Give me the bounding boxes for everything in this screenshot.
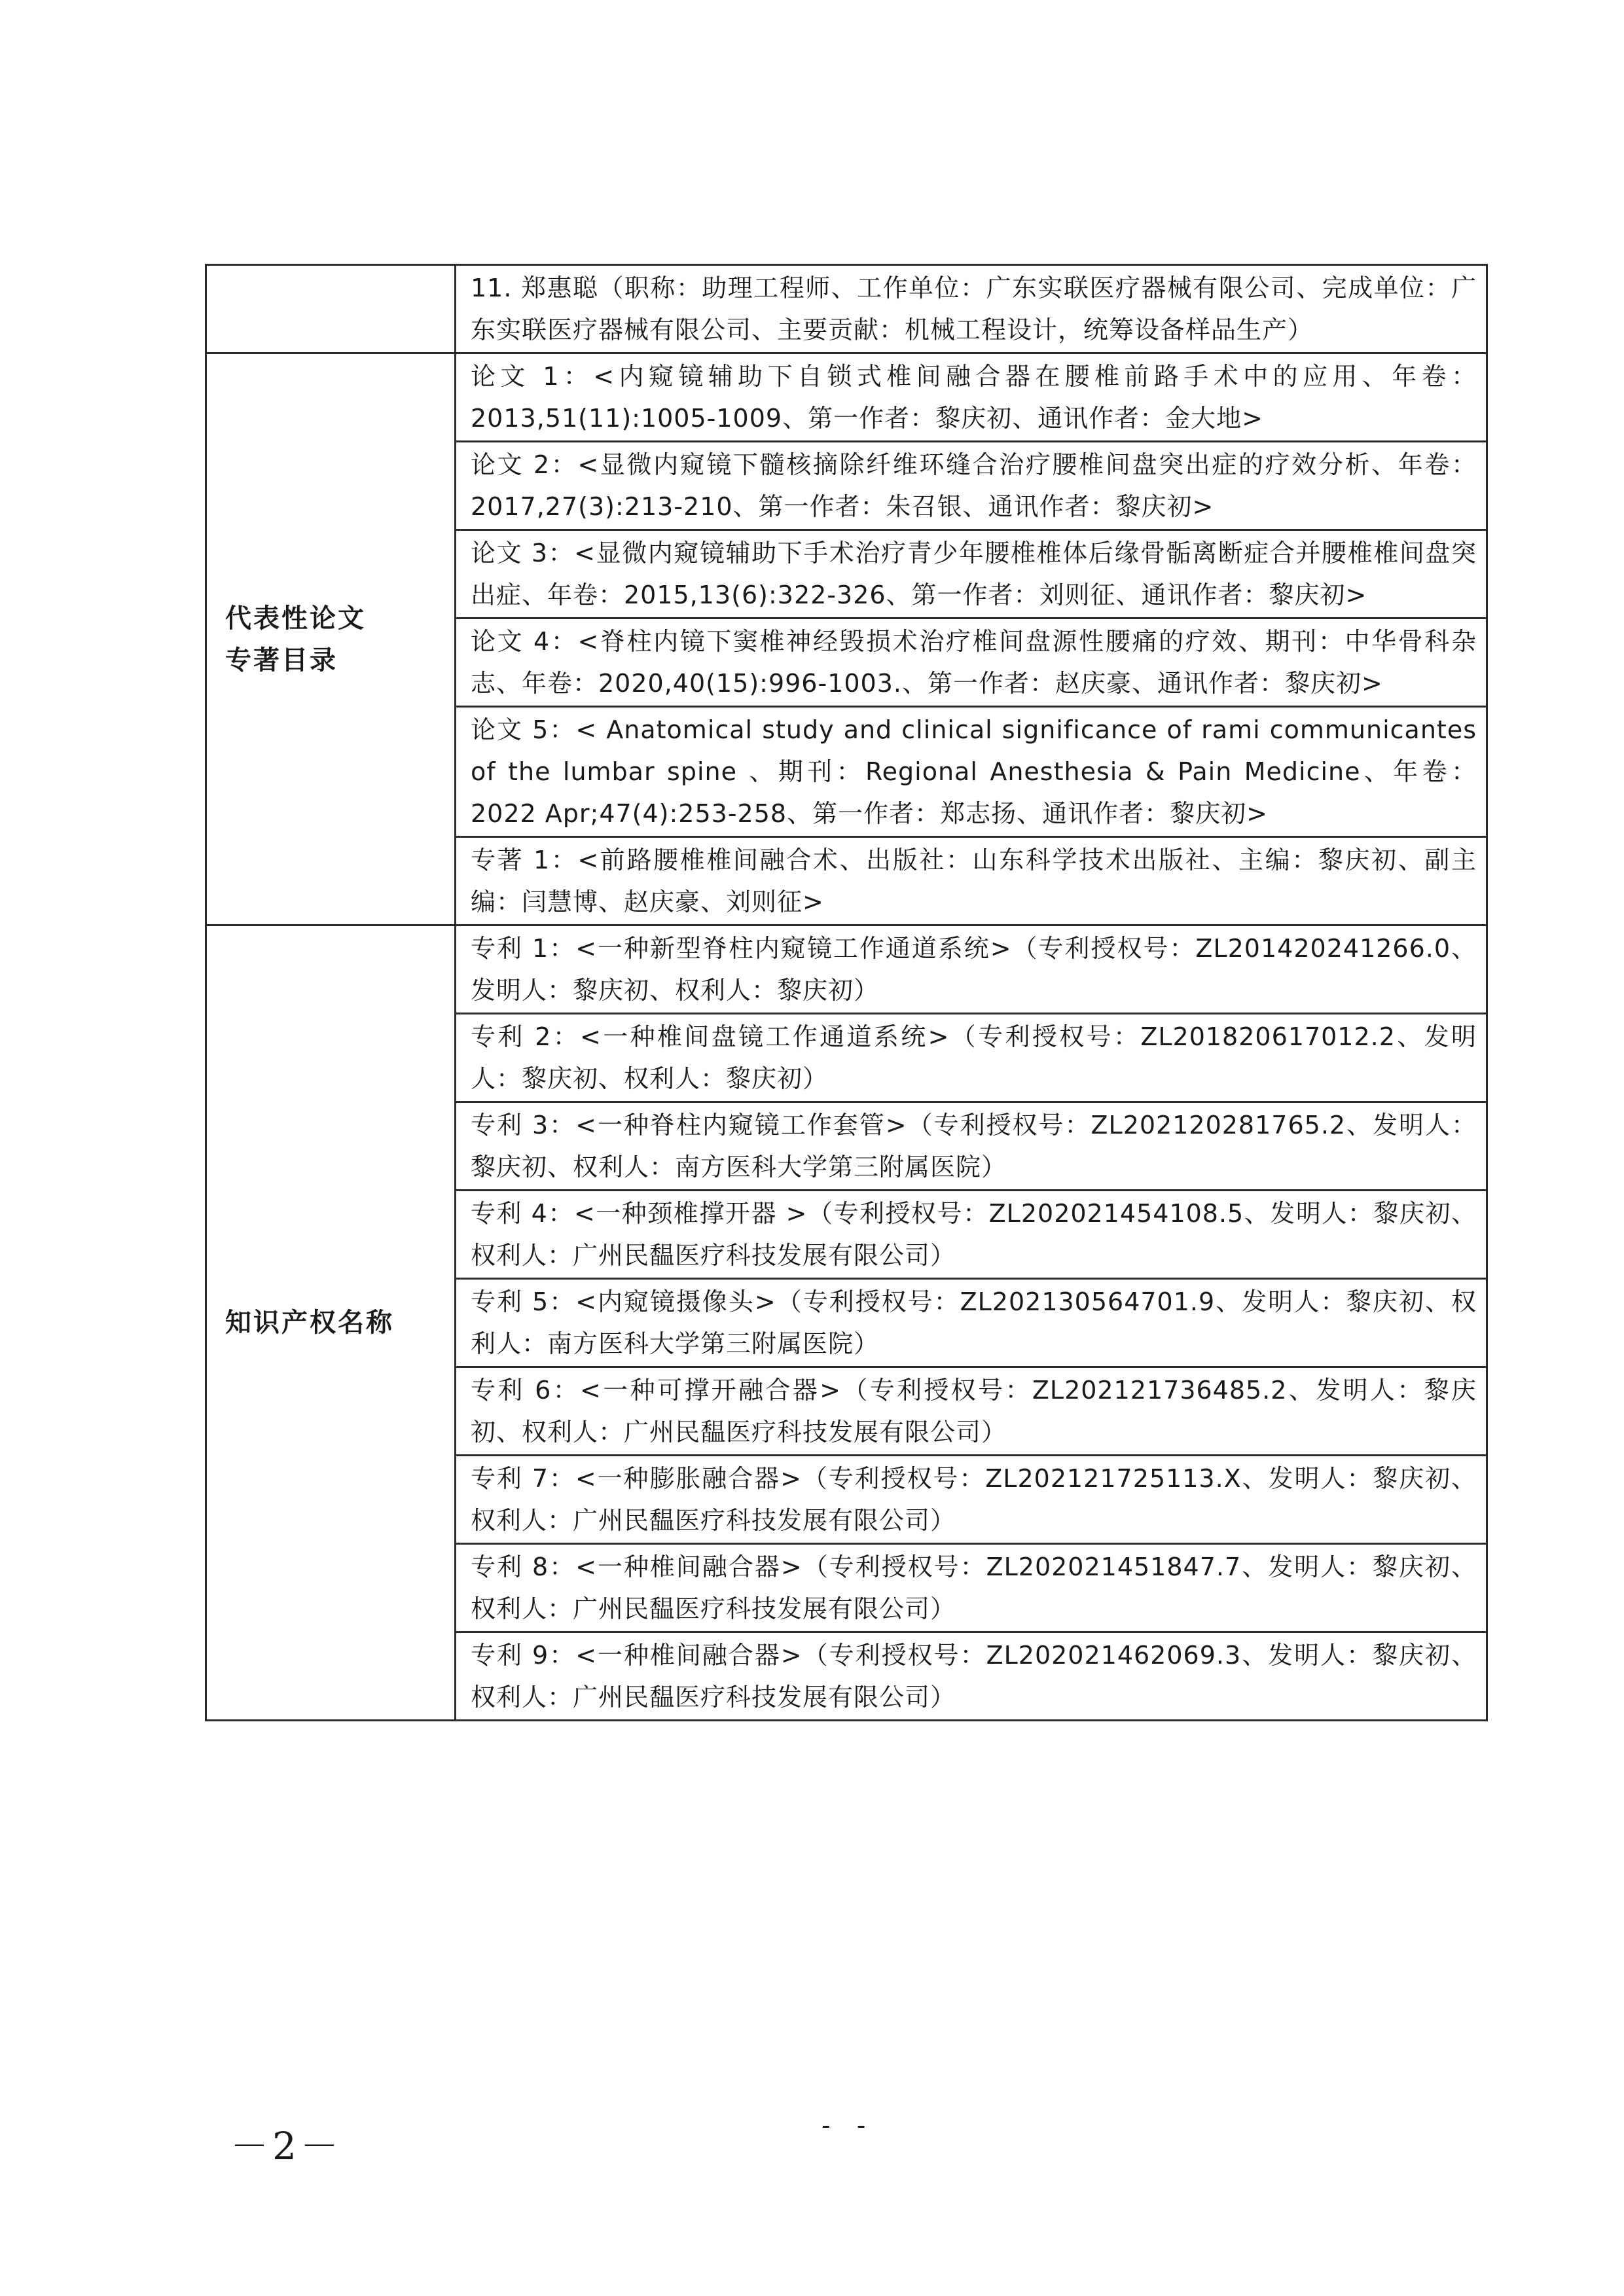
paper-entry-1: 论文 1：<内窥镜辅助下自锁式椎间融合器在腰椎前路手术中的应用、年卷：2013,51(11):1005-1009、第一作者：黎庆初、通讯作者：金大地> xyxy=(456,353,1487,442)
table-row-paper-1 xyxy=(206,353,1487,442)
patent-entry-9: 专利 9：<一种椎间融合器>（专利授权号：ZL202021462069.3、发明人：黎庆初、权利人：广州民馧医疗科技发展有限公司） xyxy=(456,1632,1487,1721)
patent-entry-1: 专利 1：<一种新型脊柱内窥镜工作通道系统>（专利授权号：ZL201420241266.0、发明人：黎庆初、权利人：黎庆初） xyxy=(456,925,1487,1014)
contributor-entry: 11. 郑惠聪（职称：助理工程师、工作单位：广东实联医疗器械有限公司、完成单位：广东实联医疗器械有限公司、主要贡献：机械工程设计，统筹设备样品生产） xyxy=(456,265,1487,353)
table-row-contributor xyxy=(206,265,1487,353)
paper-entry-3: 论文 3：<显微内窥镜辅助下手术治疗青少年腰椎椎体后缘骨骺离断症合并腰椎椎间盘突出症、年卷：2015,13(6):322-326、第一作者：刘则征、通讯作者：黎庆初> xyxy=(456,530,1487,619)
papers-label-line-1: 代表性论文 xyxy=(225,603,366,634)
patents-label-cell xyxy=(206,925,456,1721)
patent-entry-4: 专利 4：<一种颈椎撑开器 >（专利授权号：ZL202021454108.5、发明人：黎庆初、权利人：广州民馧医疗科技发展有限公司） xyxy=(456,1191,1487,1279)
patent-entry-3: 专利 3：<一种脊柱内窥镜工作套管>（专利授权号：ZL202120281765.2、发明人：黎庆初、权利人：南方医科大学第三附属医院） xyxy=(456,1102,1487,1191)
empty-label-cell xyxy=(206,265,456,353)
patent-entry-8: 专利 8：<一种椎间融合器>（专利授权号：ZL202021451847.7、发明人：黎庆初、权利人：广州民馧医疗科技发展有限公司） xyxy=(456,1544,1487,1632)
patent-entry-5: 专利 5：<内窥镜摄像头>（专利授权号：ZL202130564701.9、发明人：黎庆初、权利人：南方医科大学第三附属医院） xyxy=(456,1279,1487,1367)
info-table xyxy=(205,264,1488,1721)
patent-entry-6: 专利 6：<一种可撑开融合器>（专利授权号：ZL202121736485.2、发明人：黎庆初、权利人：广州民馧医疗科技发展有限公司） xyxy=(456,1367,1487,1456)
paper-entry-4: 论文 4：<脊柱内镜下窦椎神经毁损术治疗椎间盘源性腰痛的疗效、期刊：中华骨科杂志、年卷：2020,40(15):996-1003.、第一作者：赵庆豪、通讯作者：黎庆初> xyxy=(456,619,1487,707)
page-number: －2－ xyxy=(230,2124,342,2168)
footer-marks: - - xyxy=(821,2111,875,2140)
papers-label-cell xyxy=(206,353,456,925)
patents-label-line-1: 知识产权名称 xyxy=(225,1308,394,1338)
monograph-entry-1: 专著 1：<前路腰椎椎间融合术、出版社：山东科学技术出版社、主编：黎庆初、副主编：闫慧博、赵庆豪、刘则征> xyxy=(456,837,1487,925)
papers-label-line-2: 专著目录 xyxy=(225,645,338,675)
table-row-patent-1 xyxy=(206,925,1487,1014)
paper-entry-5: 论文 5：< Anatomical study and clinical significance of rami communicantes of the lumbar spine 、期刊：Regional Anesthesia & Pain Medicine、年卷：2022 Apr;47(4):253-258、第一作者：郑志扬、通讯作者：黎庆初> xyxy=(456,707,1487,837)
patent-entry-2: 专利 2：<一种椎间盘镜工作通道系统>（专利授权号：ZL201820617012.2、发明人：黎庆初、权利人：黎庆初） xyxy=(456,1014,1487,1102)
paper-entry-2: 论文 2：<显微内窥镜下髓核摘除纤维环缝合治疗腰椎间盘突出症的疗效分析、年卷：2017,27(3):213-210、第一作者：朱召银、通讯作者：黎庆初> xyxy=(456,442,1487,530)
patent-entry-7: 专利 7：<一种膨胀融合器>（专利授权号：ZL202121725113.X、发明人：黎庆初、权利人：广州民馧医疗科技发展有限公司） xyxy=(456,1456,1487,1544)
